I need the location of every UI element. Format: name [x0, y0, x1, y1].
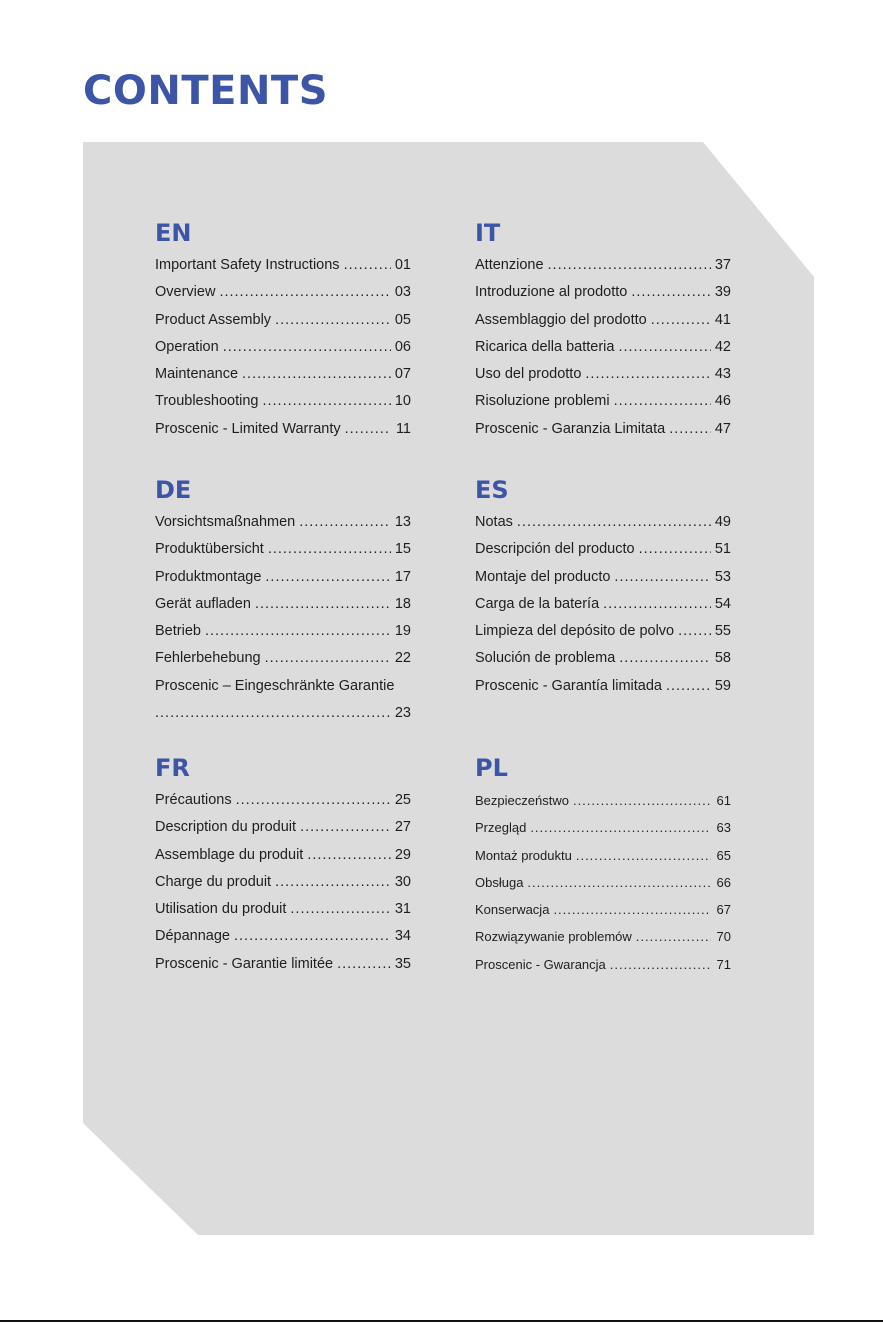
dot-leader — [614, 388, 711, 415]
toc-entry-page: 67 — [716, 902, 731, 918]
dot-leader — [275, 307, 391, 334]
dot-leader — [219, 279, 390, 306]
toc-entry[interactable] — [475, 673, 731, 700]
dot-leader — [337, 951, 391, 978]
toc-entry-label: Risoluzione problemi — [475, 393, 610, 410]
toc-entry-label: Produktmontage — [155, 568, 262, 585]
toc-entry-page: 17 — [394, 568, 411, 585]
dot-leader — [553, 896, 711, 923]
toc-entry-page: 23 — [394, 705, 411, 722]
toc-entry-page: 25 — [394, 792, 411, 808]
toc-entry-page: 30 — [394, 873, 411, 890]
toc-entry[interactable] — [475, 896, 731, 923]
toc-entry-page: 06 — [394, 338, 411, 355]
toc-entry-label: Proscenic - Garantía limitada — [475, 677, 662, 694]
toc-entry[interactable] — [475, 787, 731, 814]
toc-entry-label: Product Assembly — [155, 311, 272, 328]
toc-entry-page: 13 — [394, 514, 411, 530]
toc-entry-label: Obsługa — [475, 874, 524, 890]
toc-entry[interactable] — [475, 564, 731, 591]
toc-entry[interactable] — [155, 673, 411, 700]
toc-entry-page: 22 — [394, 650, 411, 667]
toc-entry-label: Limpieza del depósito de polvo — [475, 623, 675, 640]
dot-leader — [527, 869, 711, 896]
section-en — [155, 218, 411, 443]
toc-entry[interactable] — [475, 618, 731, 645]
dot-leader — [155, 700, 391, 727]
toc-entry-label: Operation — [155, 338, 219, 355]
toc-entry[interactable] — [155, 787, 411, 814]
toc-entry-label: Assemblaggio del prodotto — [475, 311, 647, 328]
toc-entry-page: 19 — [394, 623, 411, 640]
toc-entry-page: 18 — [394, 595, 411, 612]
toc-entry-label: Konserwacja — [475, 902, 550, 918]
toc-entry[interactable] — [155, 509, 411, 536]
dot-leader — [619, 645, 711, 672]
section-heading-fr: FR — [155, 754, 190, 782]
toc-entry-label: Introduzione al prodotto — [475, 284, 628, 301]
dot-leader — [262, 388, 390, 415]
toc-entry-label: Przegląd — [475, 820, 527, 836]
toc-entry[interactable] — [155, 252, 411, 279]
toc-entry-page: 34 — [394, 928, 411, 945]
toc-entry-page: 03 — [394, 284, 411, 301]
toc-entry-label: Proscenic – Eingeschränkte Garantie — [155, 677, 395, 694]
toc-entry-label: Attenzione — [475, 257, 544, 273]
toc-entry-page: 54 — [714, 595, 731, 612]
section-heading-it: IT — [475, 219, 501, 247]
dot-leader — [255, 591, 391, 618]
toc-entry[interactable] — [475, 591, 731, 618]
dot-leader — [573, 787, 711, 814]
toc-entry[interactable] — [155, 279, 411, 306]
dot-leader — [610, 951, 711, 978]
toc-entry-label: Notas — [475, 514, 513, 530]
dot-leader — [242, 361, 391, 388]
toc-entry-page: 66 — [716, 874, 731, 890]
toc-entry-page: 37 — [714, 257, 731, 273]
toc-entry-page: 65 — [716, 847, 731, 863]
toc-entry-page: 58 — [714, 650, 731, 667]
toc-entry[interactable] — [155, 923, 411, 950]
toc-entry-label: Betrieb — [155, 623, 201, 640]
toc-entry-page: 27 — [394, 819, 411, 836]
toc-entry-page: 55 — [714, 623, 731, 640]
toc-entry-label: Produktübersicht — [155, 541, 264, 558]
toc-entry[interactable] — [155, 814, 411, 841]
toc-entry-label: Fehlerbehebung — [155, 650, 261, 667]
dot-leader — [345, 416, 391, 443]
toc-entry[interactable] — [475, 842, 731, 869]
dot-leader — [669, 416, 711, 443]
dot-leader — [265, 564, 390, 591]
dot-leader — [307, 842, 391, 869]
toc-entry[interactable] — [475, 951, 731, 978]
toc-entry[interactable] — [475, 645, 731, 672]
bottom-rule — [0, 1320, 883, 1322]
toc-entry[interactable] — [475, 388, 731, 415]
toc-entry[interactable] — [475, 509, 731, 536]
section-heading-es: ES — [475, 476, 509, 504]
section-heading-en: EN — [155, 219, 192, 247]
section-heading-de: DE — [155, 476, 192, 504]
toc-entry-label: Montaje del producto — [475, 568, 611, 585]
page-title: CONTENTS — [83, 68, 329, 114]
dot-leader — [678, 618, 711, 645]
dot-leader — [651, 307, 711, 334]
section-pl — [475, 753, 731, 978]
toc-entry-label: Description du produit — [155, 819, 297, 836]
toc-entry-page: 39 — [714, 284, 731, 301]
section-fr — [155, 753, 411, 978]
toc-entry-label: Charge du produit — [155, 873, 272, 890]
dot-leader — [299, 509, 391, 536]
toc-entry-page: 51 — [714, 541, 731, 558]
toc-entry-page: 47 — [714, 420, 731, 437]
dot-leader — [618, 334, 710, 361]
toc-entry[interactable] — [155, 842, 411, 869]
toc-entry[interactable] — [155, 896, 411, 923]
toc-entry-label: Dépannage — [155, 928, 230, 945]
toc-entry-page: 29 — [394, 846, 411, 863]
section-de — [155, 475, 411, 727]
toc-entry[interactable] — [475, 307, 731, 334]
toc-entry-page: 10 — [394, 393, 411, 410]
dot-leader — [614, 564, 710, 591]
dot-leader — [585, 361, 710, 388]
toc-entry-label: Important Safety Instructions — [155, 257, 340, 273]
dot-leader — [631, 279, 711, 306]
toc-entry[interactable] — [155, 869, 411, 896]
dot-leader — [300, 814, 391, 841]
toc-entry-label: Overview — [155, 284, 216, 301]
dot-leader — [636, 923, 711, 950]
toc-entry-page: 61 — [716, 793, 731, 808]
toc-entry-label: Rozwiązywanie problemów — [475, 929, 632, 945]
toc-entry-page: 59 — [714, 677, 731, 694]
section-es — [475, 475, 731, 700]
toc-entry-label: Montaż produktu — [475, 847, 572, 863]
dot-leader — [666, 673, 711, 700]
dot-leader — [530, 814, 711, 841]
toc-entry[interactable] — [475, 814, 731, 841]
toc-entry-label: Proscenic - Garantie limitée — [155, 955, 334, 972]
toc-entry[interactable] — [155, 618, 411, 645]
toc-entry[interactable] — [155, 591, 411, 618]
dot-leader — [234, 923, 391, 950]
toc-entry[interactable] — [155, 951, 411, 978]
toc-entry[interactable] — [475, 279, 731, 306]
toc-entry[interactable] — [475, 923, 731, 950]
toc-entry[interactable] — [155, 361, 411, 388]
dot-leader — [223, 334, 391, 361]
toc-entry-page: 70 — [716, 929, 731, 945]
dot-leader — [603, 591, 711, 618]
toc-entry-label: Solución de problema — [475, 650, 616, 667]
toc-entry-page: 53 — [714, 568, 731, 585]
toc-entry-label: Bezpieczeństwo — [475, 793, 569, 808]
toc-entry-page: 11 — [395, 420, 411, 437]
toc-entry-page: 41 — [714, 311, 731, 328]
dot-leader — [344, 252, 391, 279]
toc-entry-page: 63 — [716, 820, 731, 836]
toc-entry-label: Maintenance — [155, 366, 239, 383]
toc-entry-label: Proscenic - Limited Warranty — [155, 420, 341, 437]
toc-entry[interactable] — [155, 388, 411, 415]
toc-entry[interactable] — [475, 361, 731, 388]
toc-entry-label: Uso del prodotto — [475, 366, 582, 383]
toc-entry[interactable] — [155, 645, 411, 672]
toc-entry-label: Vorsichtsmaßnahmen — [155, 514, 296, 530]
dot-leader — [236, 787, 391, 814]
section-it — [475, 218, 731, 443]
toc-entry-page: 71 — [716, 956, 731, 972]
toc-entry-page: 05 — [394, 311, 411, 328]
toc-entry[interactable] — [155, 334, 411, 361]
toc-entry[interactable] — [475, 252, 731, 279]
dot-leader — [639, 536, 711, 563]
toc-entry[interactable] — [155, 564, 411, 591]
toc-entry-label: Ricarica della batteria — [475, 338, 615, 355]
toc-entry-page: 07 — [394, 366, 411, 383]
toc-entry-page: 49 — [714, 514, 731, 530]
toc-entry-label: Assemblage du produit — [155, 846, 304, 863]
toc-entry[interactable] — [155, 307, 411, 334]
dot-leader — [576, 842, 711, 869]
toc-entry-label: Troubleshooting — [155, 393, 259, 410]
toc-entry-label: Proscenic - Garanzia Limitata — [475, 420, 666, 437]
toc-entry-page: 15 — [394, 541, 411, 558]
toc-entry-page: 42 — [714, 338, 731, 355]
toc-entry-page: 31 — [394, 901, 411, 918]
toc-entry-page: 35 — [394, 955, 411, 972]
toc-entry-label: Gerät aufladen — [155, 595, 251, 612]
toc-entry[interactable] — [475, 334, 731, 361]
dot-leader — [517, 509, 711, 536]
dot-leader — [205, 618, 391, 645]
toc-entry[interactable] — [155, 416, 411, 443]
dot-leader — [290, 896, 390, 923]
toc-entry[interactable] — [475, 416, 731, 443]
toc-entry-page: 43 — [714, 366, 731, 383]
toc-entry[interactable] — [155, 536, 411, 563]
toc-entry-label: Carga de la batería — [475, 595, 600, 612]
toc-entry[interactable] — [155, 700, 411, 727]
dot-leader — [268, 536, 391, 563]
section-heading-pl: PL — [475, 754, 508, 782]
toc-entry-label: Précautions — [155, 792, 232, 808]
toc-entry-page: 46 — [714, 393, 731, 410]
toc-entry-label: Proscenic - Gwarancja — [475, 956, 606, 972]
toc-entry-label: Descripción del producto — [475, 541, 635, 558]
toc-entry-label: Utilisation du produit — [155, 901, 287, 918]
toc-entry-page: 01 — [394, 257, 411, 273]
toc-entry[interactable] — [475, 536, 731, 563]
dot-leader — [275, 869, 391, 896]
toc-entry[interactable] — [475, 869, 731, 896]
dot-leader — [265, 645, 391, 672]
dot-leader — [548, 252, 711, 279]
